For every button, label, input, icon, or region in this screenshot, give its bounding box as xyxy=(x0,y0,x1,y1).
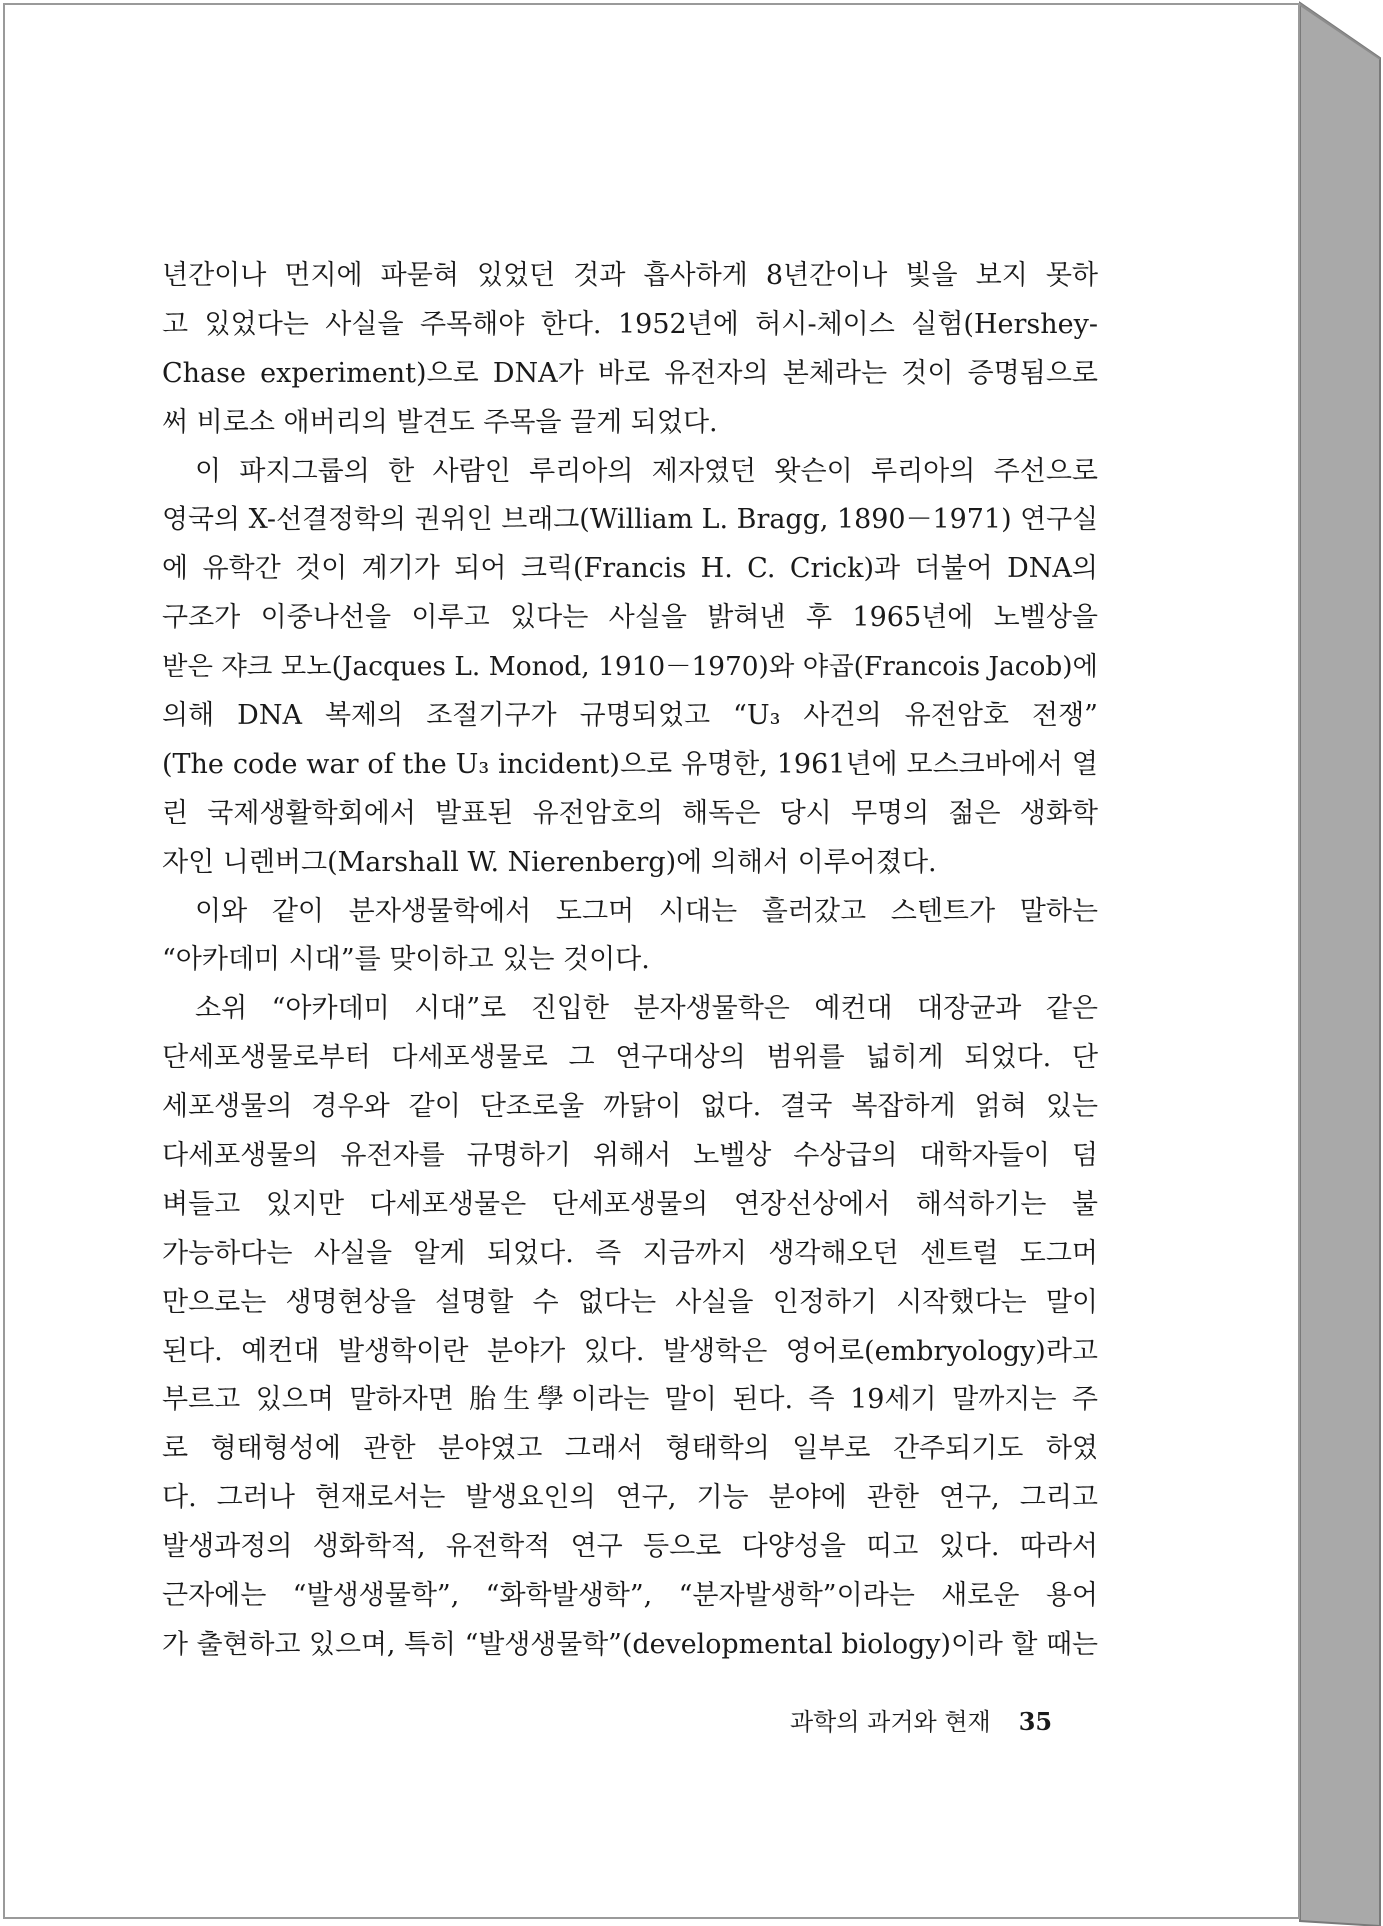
text-line: 구조가 이중나선을 이루고 있다는 사실을 밝혀낸 후 1965년에 노벨상을 xyxy=(162,602,1098,634)
text-line: 단세포생물로부터 다세포생물로 그 연구대상의 범위를 넓히게 되었다. 단 xyxy=(162,1042,1098,1074)
text-line: 발생과정의 생화학적, 유전학적 연구 등으로 다양성을 띠고 있다. 따라서 xyxy=(162,1531,1098,1563)
text-line: 린 국제생활학회에서 발표된 유전암호의 해독은 당시 무명의 젊은 생화학 xyxy=(162,797,1098,829)
text-line: 벼들고 있지만 다세포생물은 단세포생물의 연장선상에서 해석하기는 불 xyxy=(162,1188,1098,1220)
text-line: 된다. 예컨대 발생학이란 분야가 있다. 발생학은 영어로(embryology)라고 xyxy=(162,1335,1098,1367)
text-line: 에 유학간 것이 계기가 되어 크릭(Francis H. C. Crick)과 더불어 DNA의 xyxy=(162,553,1098,585)
page-number: 35 xyxy=(1018,1707,1053,1736)
text-line: “아카데미 시대”를 맞이하고 있는 것이다. xyxy=(162,944,650,976)
text-line: 로 형태형성에 관한 분야였고 그래서 형태학의 일부로 간주되기도 하였 xyxy=(162,1433,1098,1465)
page-footer xyxy=(790,1702,1052,1737)
text-line: 의해 DNA 복제의 조절기구가 규명되었고 “U₃ 사건의 유전암호 전쟁” xyxy=(162,700,1098,732)
paragraph-first-line: 소위 “아카데미 시대”로 진입한 분자생물학은 예컨대 대장균과 같은 xyxy=(195,993,1098,1025)
text-line: 년간이나 먼지에 파묻혀 있었던 것과 흡사하게 8년간이나 빛을 보지 못하 xyxy=(162,260,1098,291)
text-line: 부르고 있으며 말하자면 胎生學이라는 말이 된다. 즉 19세기 말까지는 주 xyxy=(162,1384,1098,1416)
running-title: 과학의 과거와 현재 xyxy=(790,1708,991,1736)
text-line: 가능하다는 사실을 알게 되었다. 즉 지금까지 생각해오던 센트럴 도그머 xyxy=(162,1237,1098,1269)
paragraph-first-line: 이 파지그룹의 한 사람인 루리아의 제자였던 왓슨이 루리아의 주선으로 xyxy=(195,455,1098,487)
body-text xyxy=(162,252,1098,1670)
text-line: 다. 그러나 현재로서는 발생요인의 연구, 기능 분야에 관한 연구, 그리고 xyxy=(162,1482,1098,1514)
text-line: 써 비로소 애버리의 발견도 주목을 끌게 되었다. xyxy=(162,406,718,438)
text-line: Chase experiment)으로 DNA가 바로 유전자의 본체라는 것이 증명됨으로 xyxy=(162,357,1098,389)
paragraph-first-line: 이와 같이 분자생물학에서 도그머 시대는 흘러갔고 스텐트가 말하는 xyxy=(195,895,1098,927)
text-line: 세포생물의 경우와 같이 단조로울 까닭이 없다. 결국 복잡하게 얽혀 있는 xyxy=(162,1091,1098,1123)
text-line: 받은 쟈크 모노(Jacques L. Monod, 1910－1970)와 야곱(Francois Jacob)에 xyxy=(162,652,1098,683)
text-line: 영국의 X-선결정학의 권위인 브래그(William L. Bragg, 1890－1971) 연구실 xyxy=(162,504,1099,536)
text-line: 자인 니렌버그(Marshall W. Nierenberg)에 의해서 이루어졌다. xyxy=(162,846,937,878)
text-line: 고 있었다는 사실을 주목해야 한다. 1952년에 허시-체이스 실험(Hershey- xyxy=(162,308,1098,340)
text-line: 다세포생물의 유전자를 규명하기 위해서 노벨상 수상급의 대학자들이 덤 xyxy=(162,1140,1098,1172)
text-line: (The code war of the U₃ incident)으로 유명한, 1961년에 모스크바에서 열 xyxy=(162,748,1098,780)
text-line: 만으로는 생명현상을 설명할 수 없다는 사실을 인정하기 시작했다는 말이 xyxy=(162,1286,1098,1318)
text-line: 가 출현하고 있으며, 특히 “발생생물학”(developmental biology)이라 할 때는 xyxy=(162,1628,1098,1660)
text-line: 근자에는 “발생생물학”, “화학발생학”, “분자발생학”이라는 새로운 용어 xyxy=(162,1580,1098,1612)
